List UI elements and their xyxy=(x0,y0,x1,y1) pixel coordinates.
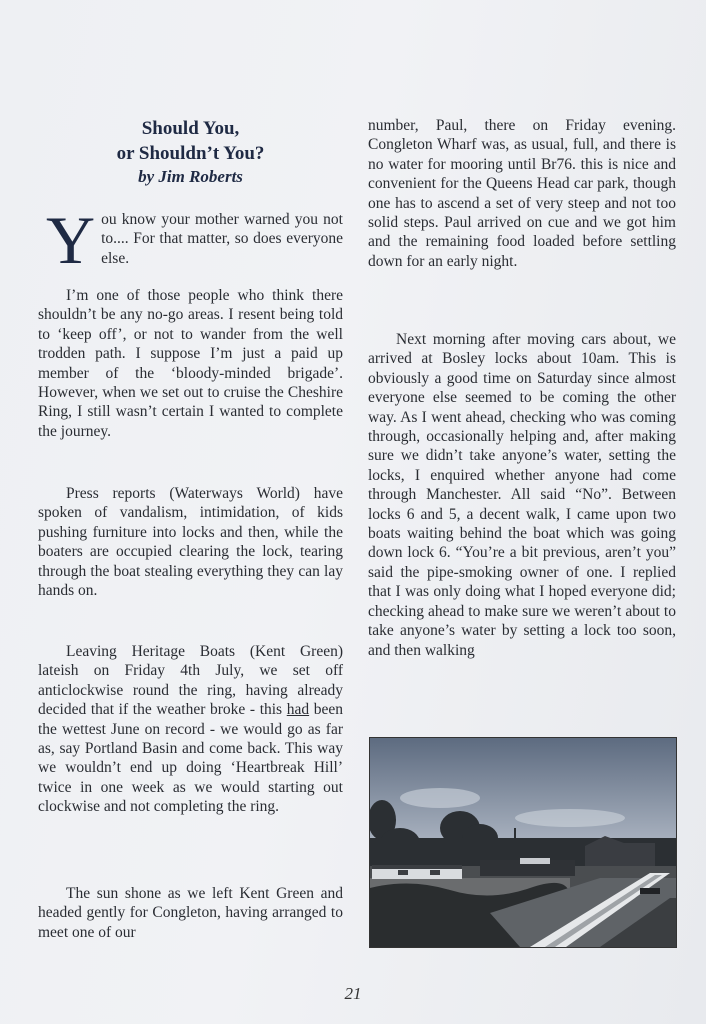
paragraph-2: I’m one of those people who think there shouldn’t be any no-go areas. I resent being told to ‘keep off’, or not to wander from the well trodden path. I suppose I’m just a paid up member of the ‘bloody-minded brigade’. However, when we set out to cruise the Cheshire Ring, I still wasn’t certain I wanted to complete the journey. xyxy=(38,287,343,440)
paragraph-4-text-a: Leaving Heritage Boats (Kent Green) lateish on Friday 4th July, we set off anticlockwise round the ring, having already decided that if the weather broke - this xyxy=(38,643,343,719)
article-byline: by Jim Roberts xyxy=(138,167,243,186)
drop-cap: Y xyxy=(46,202,96,278)
paragraph-6: number, Paul, there on Friday evening. Congleton Wharf was, as usual, full, and there is no water for mooring until Br76. this is nice and convenient for the Queens Head car park, though one has to ascend a set of very steep and not too solid steps. Paul arrived on cue and we got him and the remaining food loaded before settling down for an early night. xyxy=(368,117,676,270)
canal-photo xyxy=(369,737,677,948)
underlined-word: had xyxy=(286,701,310,719)
paragraph-7: Next morning after moving cars about, we arrived at Bosley locks about 10am. This is obviously a good time on Saturday since almost everyone else seemed to be coming the other way. As I went ahead, checking who was coming through, occasionally helping and, after making sure we didn’t take anyone’s water, setting the locks, I enquired whether anyone had come through Manchester. All said “No”. Between locks 6 and 5, a decent walk, I came upon two boats waiting behind the boat which was going down lock 6. “You’re a bit previous, aren’t you” said the pipe-smoking owner of one. I replied that I was only doing what I hoped everyone did; checking ahead to make sure we weren’t about to take anyone’s water by setting a lock too soon, and then walking xyxy=(368,331,676,659)
article-header xyxy=(38,116,343,188)
paragraph-5: The sun shone as we left Kent Green and headed gently for Congleton, having arranged to meet one of our xyxy=(38,885,343,941)
paragraph-3: Press reports (Waterways World) have spoken of vandalism, intimidation, of kids pushing furniture into locks and then, while the boaters are occupied clearing the lock, tearing through the boat stealing everything they can lay hands on. xyxy=(38,485,343,600)
article-title-line-1: Should You, xyxy=(141,118,240,139)
paragraph-1 xyxy=(38,202,343,278)
paragraph-1-text: ou know your mother warned you not to.... For that matter, so does everyone else. xyxy=(101,211,343,267)
article-title-line-2: or Shouldn’t You? xyxy=(116,143,265,164)
paragraph-4 xyxy=(38,642,343,817)
page-number: 21 xyxy=(344,984,362,1003)
paragraph-4-text-b: been the wettest June on record - we would go as far as, say Portland Basin and come back. This way we wouldn’t end up doing ‘Heartbreak Hill’ twice in one week as we would starting out clockwise and not completing the ring. xyxy=(38,701,343,816)
